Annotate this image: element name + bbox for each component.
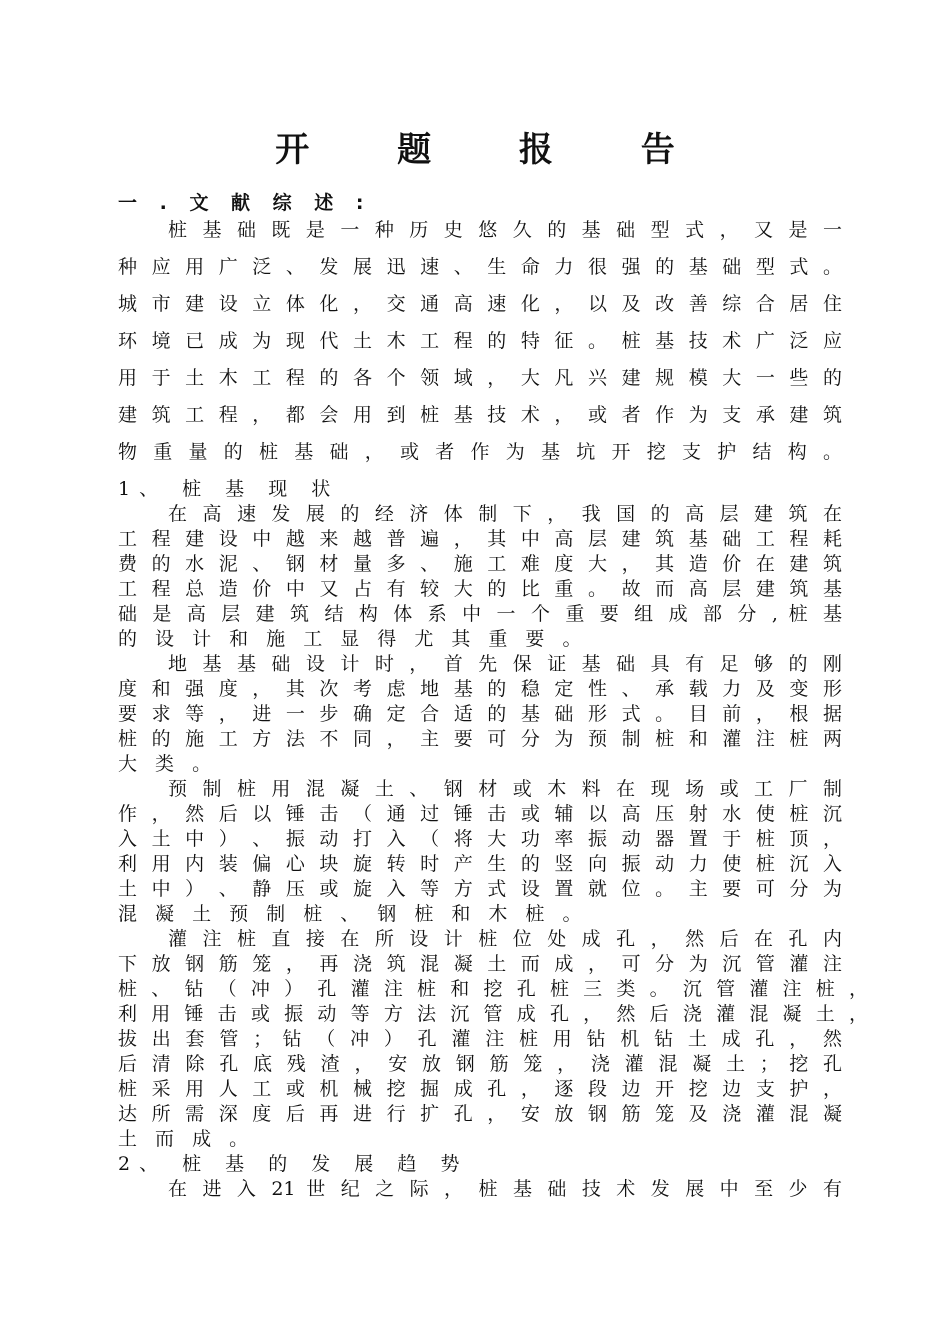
body-line: 混 凝 土 预 制 桩 、 钢 桩 和 木 桩 。 xyxy=(118,903,588,925)
intro-line: 城 市 建 设 立 体 化 ， 交 通 高 速 化 ， 以 及 改 善 综 合 居 住 xyxy=(118,293,842,315)
body-line: 地 基 基 础 设 计 时 ， 首 先 保 证 基 础 具 有 足 够 的 刚 xyxy=(168,653,842,675)
body-line: 利 用 锤 击 或 振 动 等 方 法 沉 管 成 孔 ， 然 后 浇 灌 混 凝 土 ， xyxy=(118,1003,868,1025)
subsection-heading-pile-trends: 2、 桩 基 的 发 展 趋 势 xyxy=(118,1153,469,1175)
body-line: 桩 采 用 人 工 或 机 械 挖 掘 成 孔 ， 逐 段 边 开 挖 边 支 护 ， xyxy=(118,1078,842,1100)
body-line: 达 所 需 深 度 后 再 进 行 扩 孔 ， 安 放 钢 筋 笼 及 浇 灌 混 凝 xyxy=(118,1103,842,1125)
body-line: 度 和 强 度 ， 其 次 考 虑 地 基 的 稳 定 性 、 承 载 力 及 变 形 xyxy=(118,678,842,700)
body-line: 工 程 建 设 中 越 来 越 普 遍 ， 其 中 高 层 建 筑 基 础 工 程 耗 xyxy=(118,528,842,550)
body-line: 作 ， 然 后 以 锤 击 （ 通 过 锤 击 或 辅 以 高 压 射 水 使 桩 沉 xyxy=(118,803,842,825)
body-line: 预 制 桩 用 混 凝 土 、 钢 材 或 木 料 在 现 场 或 工 厂 制 xyxy=(168,778,842,800)
body-line: 大 类 。 xyxy=(118,753,218,775)
body-line: 后 清 除 孔 底 残 渣 ， 安 放 钢 筋 笼 ， 浇 灌 混 凝 土 ； 挖 孔 xyxy=(118,1053,842,1075)
section-heading-literature-review: 一 . 文 献 综 述 : xyxy=(118,192,372,214)
body-line: 工 程 总 造 价 中 又 占 有 较 大 的 比 重 。 故 而 高 层 建 筑 基 xyxy=(118,578,842,600)
intro-line: 桩 基 础 既 是 一 种 历 史 悠 久 的 基 础 型 式 ， 又 是 一 xyxy=(168,219,842,241)
body-line: 入 土 中 ） 、 振 动 打 入 （ 将 大 功 率 振 动 器 置 于 桩 顶 ， xyxy=(118,828,842,850)
body-line: 在 进 入 21 世 纪 之 际 ， 桩 基 础 技 术 发 展 中 至 少 有 xyxy=(168,1178,842,1200)
body-line: 下 放 钢 筋 笼 ， 再 浇 筑 混 凝 土 而 成 ， 可 分 为 沉 管 灌 注 xyxy=(118,953,842,975)
intro-line: 种 应 用 广 泛 、 发 展 迅 速 、 生 命 力 很 强 的 基 础 型 式 。 xyxy=(118,256,842,278)
body-line: 拔 出 套 管 ； 钻 （ 冲 ） 孔 灌 注 桩 用 钻 机 钻 土 成 孔 ， 然 xyxy=(118,1028,842,1050)
body-line: 桩 、 钻 （ 冲 ） 孔 灌 注 桩 和 挖 孔 桩 三 类 。 沉 管 灌 注 桩 ， xyxy=(118,978,868,1000)
body-line: 的 设 计 和 施 工 显 得 尤 其 重 要 。 xyxy=(118,628,588,650)
body-line: 要 求 等 ， 进 一 步 确 定 合 适 的 基 础 形 式 。 目 前 ， 根 据 xyxy=(118,703,842,725)
intro-line: 环 境 已 成 为 现 代 土 木 工 程 的 特 征 。 桩 基 技 术 广 泛 应 xyxy=(118,330,842,352)
subsection-heading-pile-status: 1、 桩 基 现 状 xyxy=(118,478,340,500)
intro-line: 用 于 土 木 工 程 的 各 个 领 域 ， 大 凡 兴 建 规 模 大 一 些 的 xyxy=(118,367,842,389)
body-line: 费 的 水 泥 、 钢 材 量 多 、 施 工 难 度 大 ， 其 造 价 在 建 筑 xyxy=(118,553,842,575)
intro-line: 建 筑 工 程 ， 都 会 用 到 桩 基 技 术 ， 或 者 作 为 支 承 建 筑 xyxy=(118,404,842,426)
body-line: 灌 注 桩 直 接 在 所 设 计 桩 位 处 成 孔 ， 然 后 在 孔 内 xyxy=(168,928,842,950)
body-line: 土 而 成 。 xyxy=(118,1128,255,1150)
body-line: 利 用 内 装 偏 心 块 旋 转 时 产 生 的 竖 向 振 动 力 使 桩 沉 入 xyxy=(118,853,842,875)
body-line: 桩 的 施 工 方 法 不 同 ， 主 要 可 分 为 预 制 桩 和 灌 注 桩 两 xyxy=(118,728,842,750)
body-line: 土 中 ） 、 静 压 或 旋 入 等 方 式 设 置 就 位 。 主 要 可 分 为 xyxy=(118,878,842,900)
body-line: 在 高 速 发 展 的 经 济 体 制 下 ， 我 国 的 高 层 建 筑 在 xyxy=(168,503,842,525)
intro-line: 物 重 量 的 桩 基 础 ， 或 者 作 为 基 坑 开 挖 支 护 结 构 。 xyxy=(118,441,842,463)
body-line: 础 是 高 层 建 筑 结 构 体 系 中 一 个 重 要 组 成 部 分 , 桩 基 xyxy=(118,603,842,625)
report-title: 开 题 报 告 xyxy=(275,130,713,170)
